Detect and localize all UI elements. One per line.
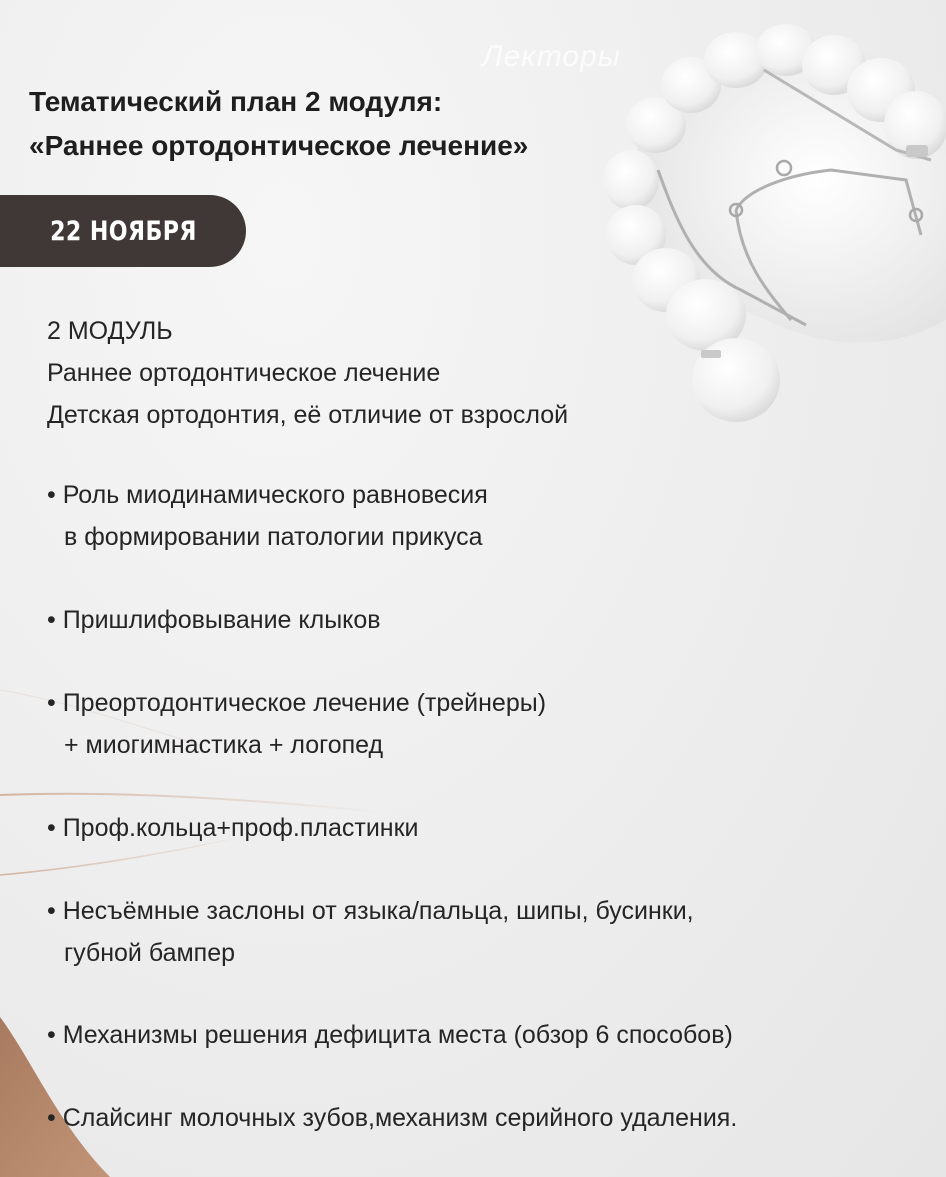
module-intro <box>47 310 568 436</box>
topic-line: • Механизмы решения дефицита места (обзор 6 способов) <box>47 1021 733 1049</box>
topic-item <box>47 807 419 849</box>
topic-line: • Проф.кольца+проф.пластинки <box>47 814 419 842</box>
date-badge-label: 22 НОЯБРЯ <box>49 215 197 247</box>
topic-line-continued: губной бампер <box>64 939 236 967</box>
module-subtitle: Детская ортодонтия, её отличие от взрослой <box>47 401 569 429</box>
module-label: 2 МОДУЛЬ <box>47 317 173 345</box>
topic-line: • Пришлифовывание клыков <box>47 606 381 634</box>
title-line-1: Тематический план 2 модуля: <box>29 86 443 117</box>
topic-line: • Несъёмные заслоны от языка/пальца, шипы, бусинки, <box>47 897 694 925</box>
topic-line: • Роль миодинамического равновесия <box>47 481 488 509</box>
topic-item <box>47 474 488 558</box>
topic-line: • Слайсинг молочных зубов,механизм серийного удаления. <box>47 1104 738 1132</box>
topic-item <box>47 682 546 766</box>
topic-line: • Преортодонтическое лечение (трейнеры) <box>47 689 547 717</box>
topic-item <box>47 890 694 974</box>
topic-item <box>47 599 381 641</box>
module-name: Раннее ортодонтическое лечение <box>47 359 441 387</box>
title-line-2: «Раннее ортодонтическое лечение» <box>29 130 529 161</box>
topic-line-continued: в формировании патологии прикуса <box>64 523 483 551</box>
topic-line-continued: + миогимнастика + логопед <box>64 731 384 759</box>
date-badge <box>0 195 246 267</box>
topic-item <box>47 1014 733 1056</box>
watermark-text: Лекторы <box>482 40 621 73</box>
page-title <box>29 80 649 168</box>
topic-item <box>47 1097 737 1139</box>
